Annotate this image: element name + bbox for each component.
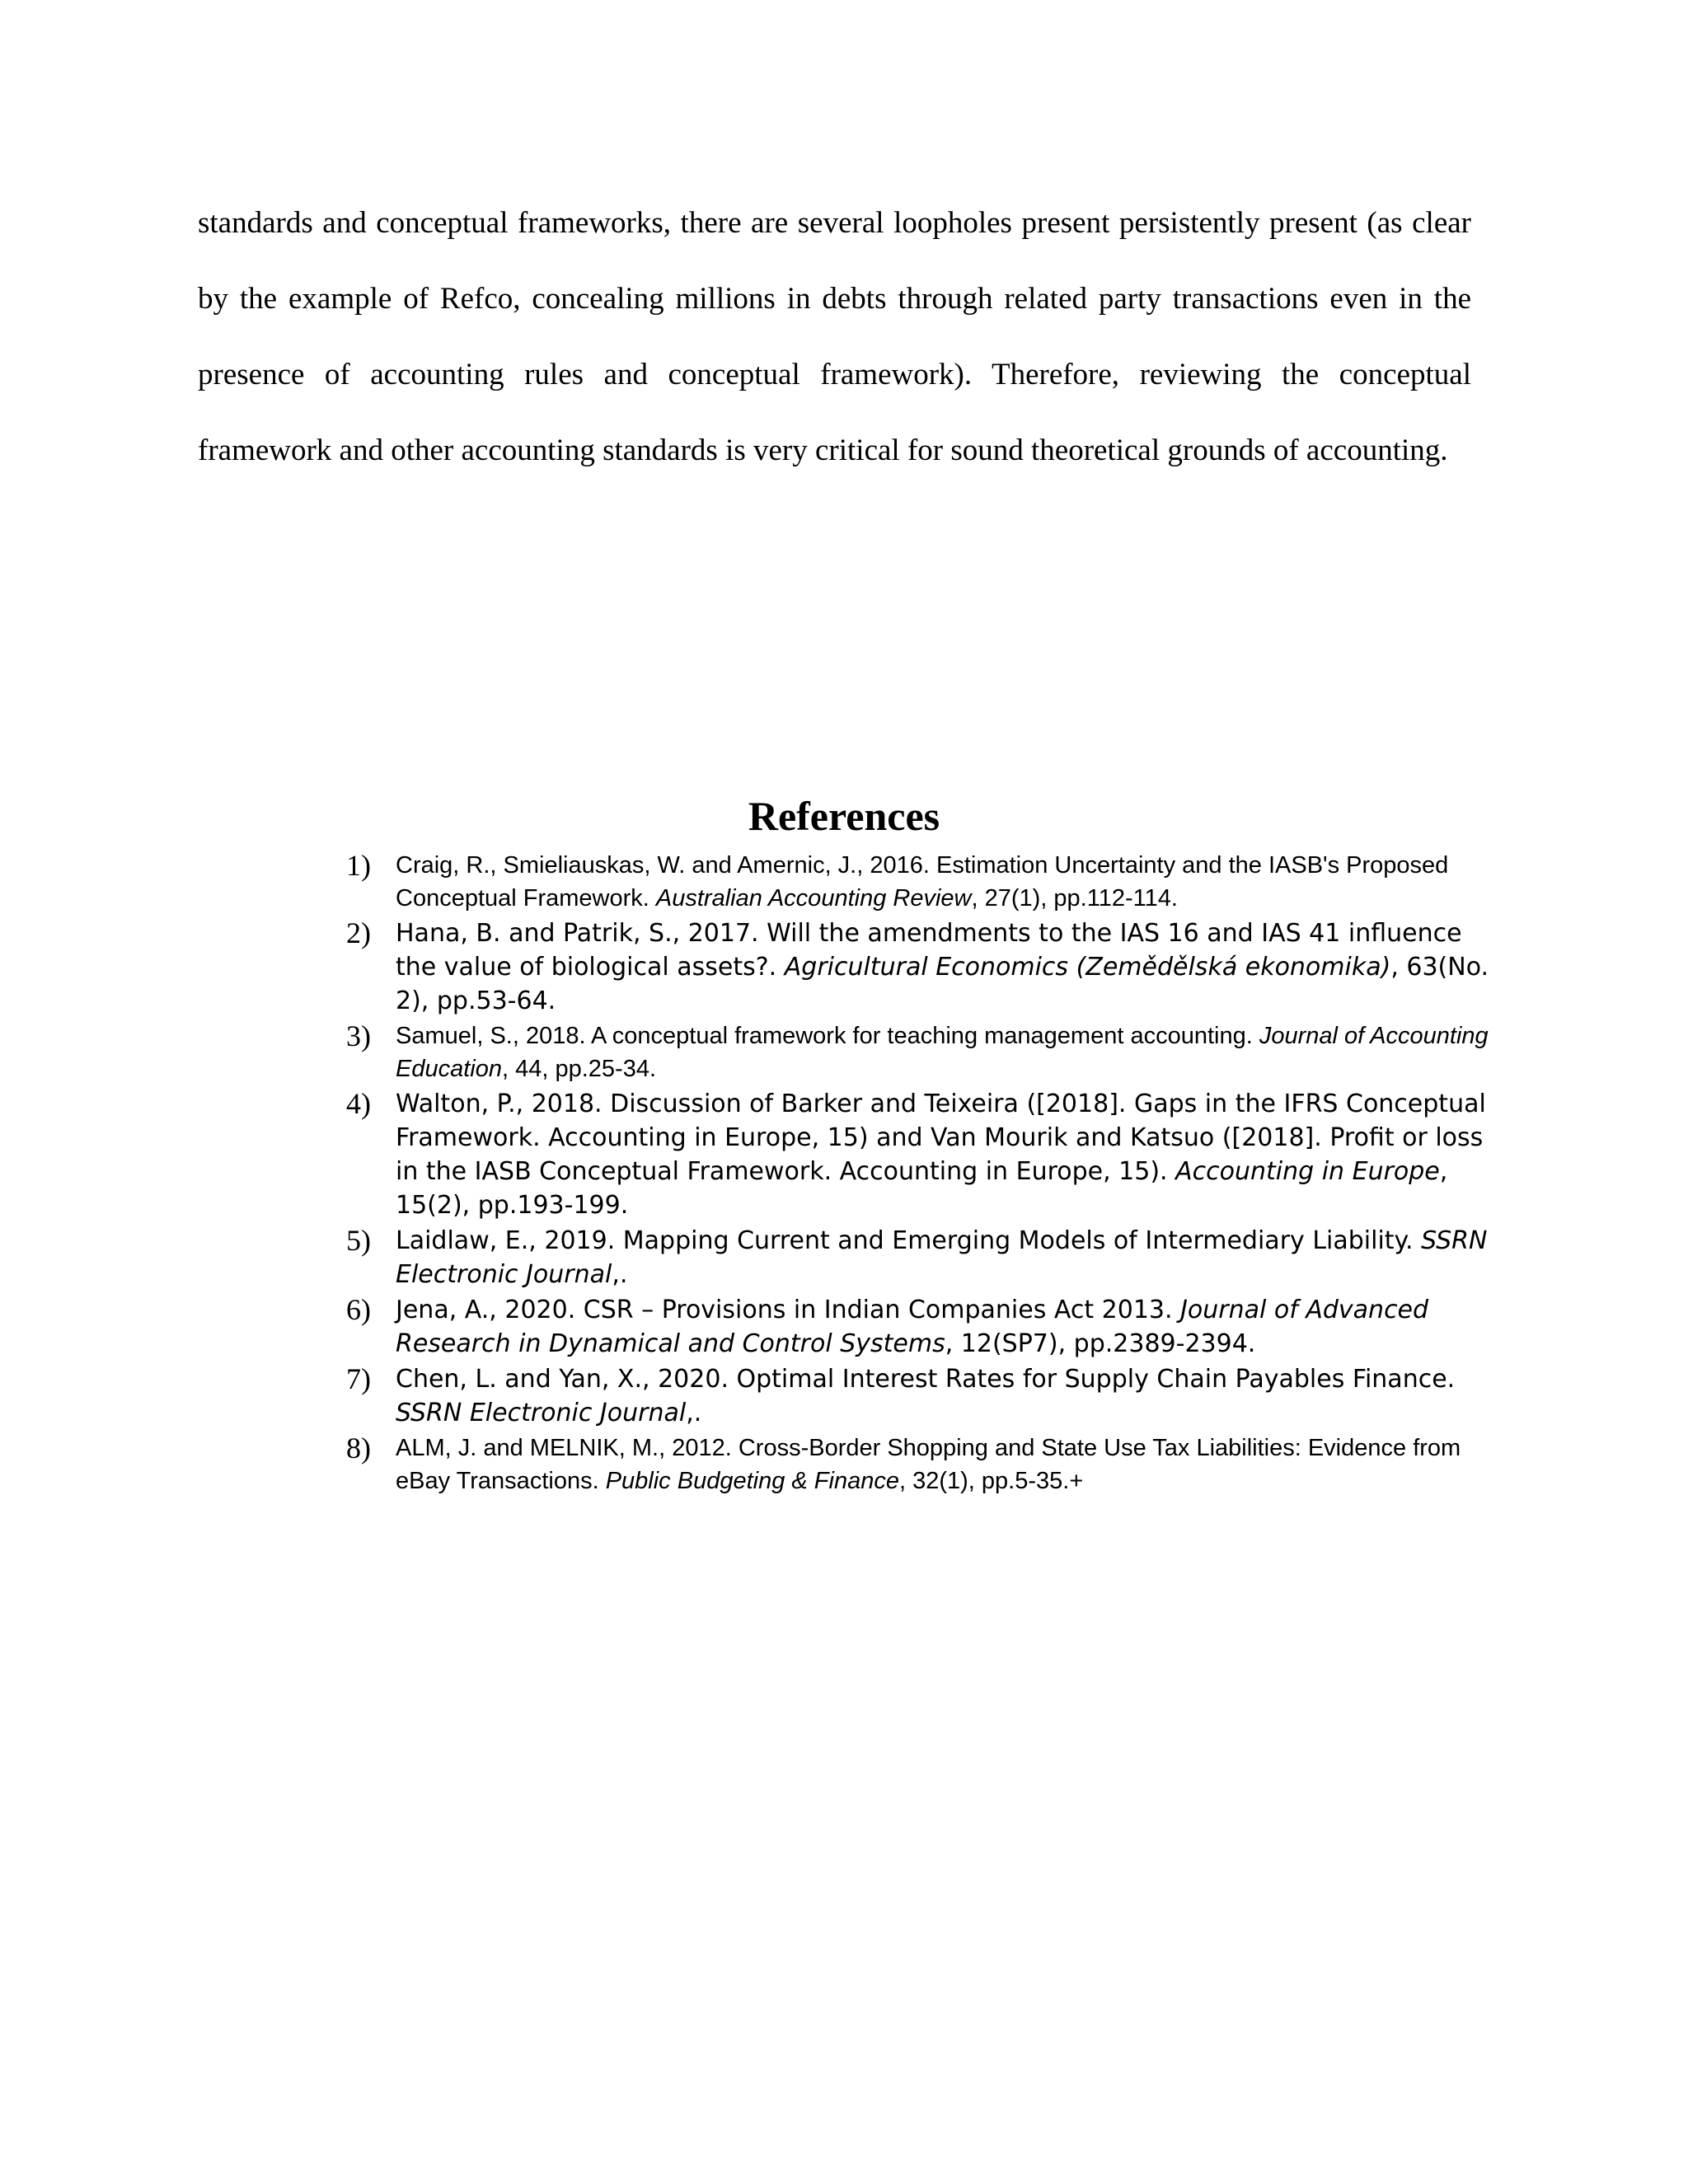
reference-details: , 32(1), pp.5-35.+ (898, 1468, 1084, 1494)
reference-item (346, 1432, 1500, 1497)
reference-item (346, 1293, 1500, 1361)
reference-details: , 63(No. 2), pp.53-64. (396, 953, 1489, 1015)
reference-number: 3) (346, 1019, 371, 1052)
paragraph-line: in the presence of accounting rules and conceptual framework). Therefore, reviewing the (198, 282, 1472, 391)
reference-number: 6) (346, 1293, 371, 1326)
reference-item (346, 849, 1500, 915)
reference-text (396, 1293, 1500, 1361)
reference-body: Chen, L. and Yan, X., 2020. Optimal Interest Rates for Supply Chain Payables Finance. (396, 1365, 1456, 1394)
reference-journal: Accounting in Europe (1175, 1157, 1440, 1186)
reference-body: Craig, R., Smieliauskas, W. and Amernic, J., 2016. Estimation Uncertainty and the IASB's Proposed Conceptual Framework. (396, 852, 1449, 912)
references-list (346, 849, 1500, 1499)
reference-details: , 27(1), pp.112-114. (971, 885, 1178, 912)
references-heading: References (748, 793, 940, 839)
reference-item (346, 1019, 1500, 1085)
reference-journal: Australian Accounting Review (655, 885, 972, 912)
reference-number: 8) (346, 1432, 371, 1465)
reference-details: ,. (686, 1399, 702, 1427)
reference-body: ALM, J. and MELNIK, M., 2012. Cross-Border Shopping and State Use Tax Liabilities: Evidence from eBay Transactions. (396, 1435, 1461, 1494)
reference-number: 1) (346, 849, 371, 882)
reference-details: , 44, pp.25-34. (502, 1056, 657, 1082)
reference-number: 2) (346, 916, 371, 949)
reference-text (396, 1432, 1500, 1497)
reference-text (396, 849, 1500, 915)
reference-body: Walton, P., 2018. Discussion of Barker and Teixeira ([2018]. Gaps in the IFRS Conceptual Framework. Accounting in Europe, 15) and Van Mourik and Katsuo ([2018]. Profit or loss in the IASB Conceptual Framework. Accounting in Europe, 15). (396, 1090, 1486, 1186)
reference-body: Jena, A., 2020. CSR – Provisions in Indian Companies Act 2013. (396, 1296, 1181, 1324)
reference-journal: SSRN Electronic Journal (396, 1399, 687, 1427)
reference-number: 5) (346, 1224, 371, 1257)
reference-journal: Agricultural Economics (Zemědělská ekonomika) (784, 953, 1391, 982)
reference-text (396, 1224, 1500, 1291)
reference-text (396, 1087, 1500, 1222)
reference-text (396, 1019, 1500, 1085)
reference-details: , 12(SP7), pp.2389-2394. (945, 1329, 1256, 1358)
reference-details: , 15(2), pp.193-199. (396, 1157, 1448, 1220)
reference-journal: Public Budgeting & Finance (605, 1468, 899, 1494)
paragraph-line: clear by the example of Refco, concealing millions in debts through related party transactions even (198, 206, 1471, 316)
reference-body: Hana, B. and Patrik, S., 2017. Will the amendments to the IAS 16 and IAS 41 influence the value of biological assets?. (396, 919, 1462, 982)
reference-details: ,. (612, 1260, 628, 1289)
reference-text (396, 1362, 1500, 1430)
paragraph-line: of accounting. (1273, 434, 1448, 467)
reference-item (346, 1087, 1500, 1222)
reference-number: 7) (346, 1362, 371, 1395)
paragraph-line: standards and conceptual frameworks, there are several loopholes present persistently present (as (198, 206, 1403, 240)
paragraph-line: conceptual framework and other accounting standards is very critical for sound theoretical grounds (198, 358, 1471, 467)
reference-item (346, 1362, 1500, 1430)
reference-journal: Journal of Advanced Research in Dynamical and Control Systems (396, 1296, 1429, 1358)
reference-item (346, 916, 1500, 1018)
reference-item (346, 1224, 1500, 1291)
reference-body: Laidlaw, E., 2019. Mapping Current and Emerging Models of Intermediary Liability. (396, 1226, 1422, 1255)
reference-number: 4) (346, 1087, 371, 1120)
body-paragraph (198, 185, 1471, 489)
reference-journal: SSRN Electronic Journal (396, 1226, 1488, 1289)
reference-body: Samuel, S., 2018. A conceptual framework for teaching management accounting. (396, 1023, 1259, 1049)
reference-journal: Journal of Accounting Education (396, 1023, 1489, 1082)
reference-text (396, 916, 1500, 1018)
